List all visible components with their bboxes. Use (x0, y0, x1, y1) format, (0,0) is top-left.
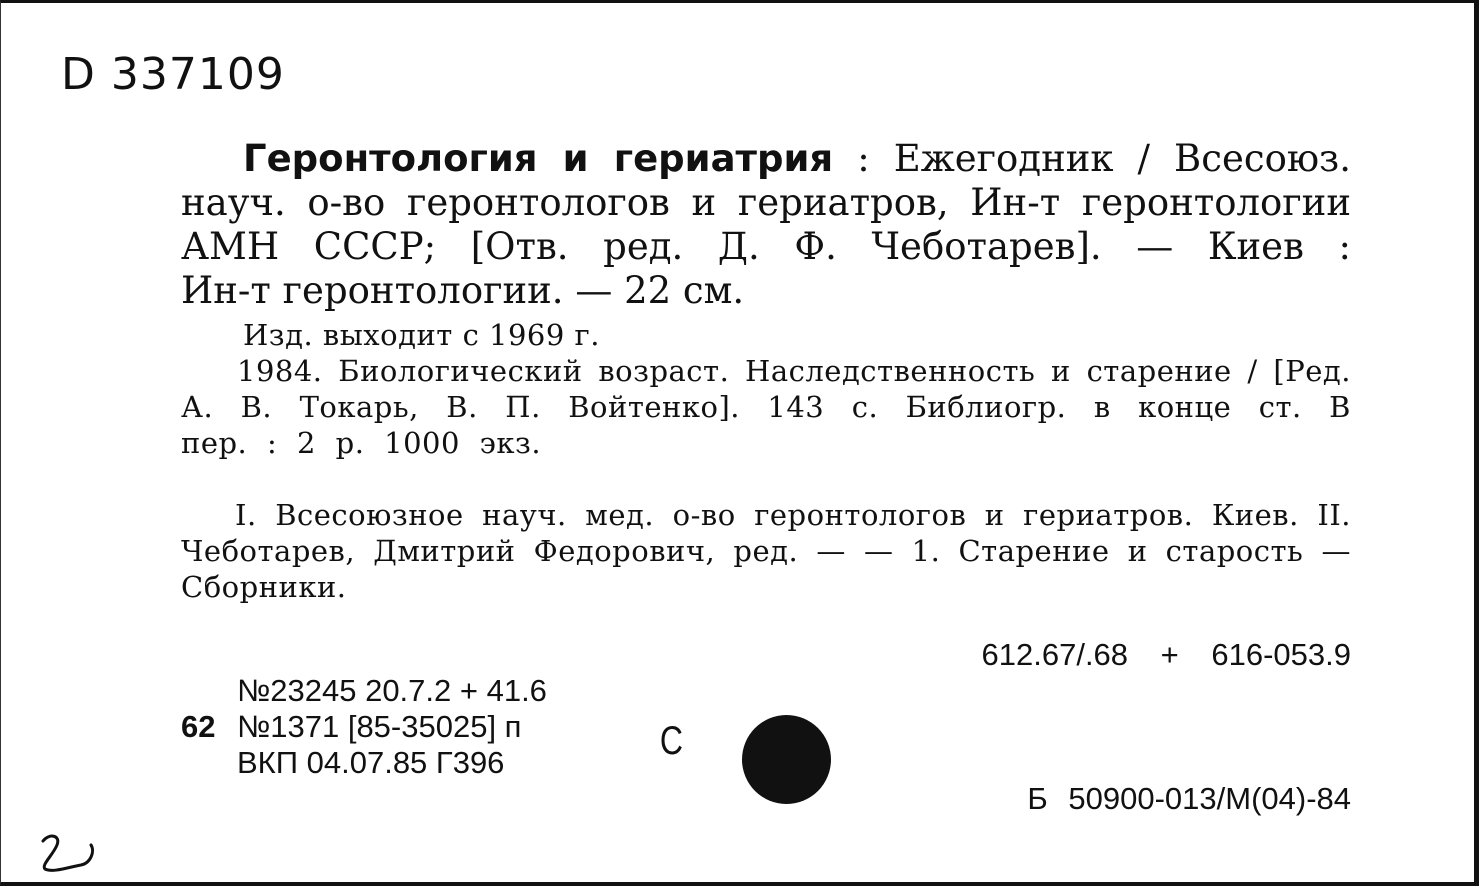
notes-line-1: Изд. выходит с 1969 г. (243, 318, 600, 352)
call-number: D 337109 (61, 49, 285, 100)
bibliographic-description (181, 137, 1351, 313)
bbk-code: Б 50900-013/М(04)-84 (1027, 781, 1351, 816)
order-line-3: ВКП 04.07.85 Г396 (237, 745, 505, 780)
notes-line-3: А. В. Токарь, В. П. Войтенко]. 143 с. Библиогр. в конце ст. В (181, 390, 1351, 424)
notes-block (181, 317, 1351, 461)
description-line-3: АМН СССР; [Отв. ред. Д. Ф. Чеботарев]. — Киев : (181, 225, 1351, 268)
notes-line-2: 1984. Биологический возраст. Наследственность и старение / [Ред. (237, 354, 1351, 388)
tracings-block (181, 497, 1351, 605)
order-line-1: №23245 20.7.2 + 41.6 (237, 673, 547, 708)
tracings-line-1: I. Всесоюзное науч. мед. о-во геронтологов и гериатров. Киев. II. (235, 498, 1351, 532)
notes-line-4: пер. : 2 р. 1000 экз. (181, 426, 542, 460)
order-block (237, 673, 637, 781)
udc-index: 612.67/.68 + 616-053.9 (981, 637, 1351, 672)
handwritten-mark (35, 831, 101, 877)
description-text-1: : Ежегодник / Всесоюз. (857, 137, 1351, 180)
tracings-line-2: Чеботарев, Дмитрий Федорович, ред. — — 1. Старение и старость — (181, 534, 1351, 568)
description-line-2: науч. о-во геронтологов и гериатров, Ин-т геронтологии (181, 181, 1351, 224)
description-line-1 (181, 137, 1351, 181)
tracings-line-3: Сборники. (181, 570, 347, 604)
description-line-4: Ин-т геронтологии. — 22 см. (181, 269, 745, 312)
book-title: Геронтология и гериатрия (243, 137, 834, 180)
order-prefix: 62 (181, 709, 216, 744)
punched-hole-dot (742, 715, 831, 804)
stamp-letter: С (659, 719, 684, 763)
order-line-2: №1371 [85-35025] п (237, 709, 522, 744)
